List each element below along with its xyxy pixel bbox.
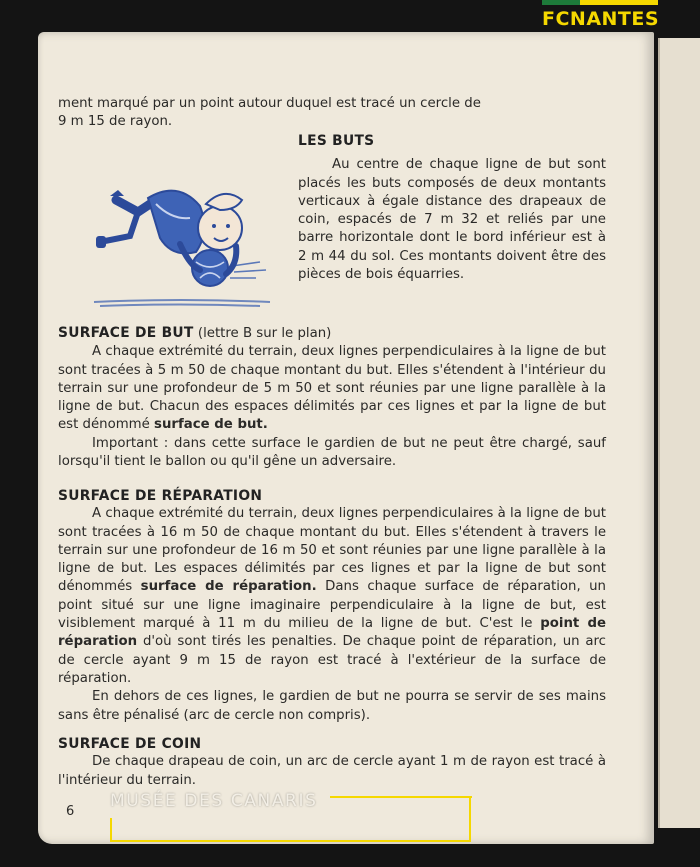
- watermark-frame-bottom: [110, 840, 471, 842]
- goalkeeper-illustration: [60, 140, 290, 310]
- les-buts-section: [298, 132, 606, 284]
- surface-de-coin-paragraph: De chaque drapeau de coin, un arc de cercle ayant 1 m de rayon est tracé à l'intérieur du terrain.: [58, 754, 606, 788]
- watermark-frame-top: [330, 796, 472, 798]
- watermark-frame-left: [110, 818, 112, 842]
- surface-de-but-paragraph-1: A chaque extrémité du terrain, deux lignes perpendiculaires à la ligne de but sont tracées à 5 m 50 de chaque montant du but. Elles s'étendent à l'intérieur du terrain sur une profondeur de 5 m 50 et sont réunies par une ligne parallèle à la ligne de but. Chacun des espaces délimités par ces lignes et par la ligne de but est dénommé surface de but.: [58, 344, 606, 433]
- intro-line-2: 9 m 15 de rayon.: [58, 114, 173, 130]
- intro-line-1: ment marqué par un point autour duquel est tracé un cercle de: [58, 96, 481, 111]
- surface-de-but-paragraph-2: Important : dans cette surface le gardien de but ne peut être chargé, sauf lorsqu'il tient le ballon ou qu'il gêne un adversaire.: [58, 435, 606, 470]
- next-page-edge: [658, 38, 700, 828]
- surface-de-but-note: (lettre B sur le plan): [197, 326, 332, 341]
- surface-de-reparation-heading: SURFACE DE RÉPARATION: [58, 488, 263, 504]
- surface-de-coin-section: [58, 735, 606, 790]
- surface-de-but-term: surface de but.: [154, 417, 268, 433]
- surface-de-reparation-term: surface de réparation.: [140, 579, 317, 595]
- watermark-frame-right: [469, 796, 471, 842]
- musee-des-canaris-watermark: MUSÉE DES CANARIS: [110, 791, 318, 811]
- surface-de-but-heading: SURFACE DE BUT: [58, 325, 194, 341]
- surface-de-coin-heading: SURFACE DE COIN: [58, 736, 202, 752]
- surface-de-reparation-paragraph-1: A chaque extrémité du terrain, deux lignes perpendiculaires à la ligne de but sont tracées à 16 m 50 de chaque montant du but. Elles s'étendent à travers le terrain sur une profondeur de 16 m 50 et sont réunies par une ligne parallèle à la ligne de but. Les espaces délimités par ces lignes et par la ligne de but sont dénommés surface de réparation. Dans chaque surface de réparation, un point situé sur une ligne imaginaire perpendiculaire à la ligne de but, est visiblement marqué à 11 m du milieu de la ligne de but. C'est le point de réparation d'où sont tirés les penalties. De chaque point de réparation, un arc de cercle ayant 9 m 15 de rayon est tracé à l'extérieur de la surface de réparation.: [58, 506, 606, 686]
- surface-de-reparation-section: [58, 487, 606, 725]
- point-de-reparation-term: point de réparation: [58, 616, 606, 650]
- les-buts-text: Au centre de chaque ligne de but sont placés les buts composés de deux montants verticaux à égale distance des drapeaux de coin, espacés de 7 m 32 et reliés par une barre horizontale dont le bord inférieur est à 2 m 44 du sol. Ces montants doivent être des pièces de bois équarries.: [298, 157, 606, 283]
- surface-de-but-heading-line: [58, 324, 606, 343]
- surface-de-reparation-paragraph-2: En dehors de ces lignes, le gardien de but ne pourra se servir de ses mains sans être pénalisé (arc de cercle non compris).: [58, 689, 606, 723]
- les-buts-heading: LES BUTS: [298, 133, 375, 149]
- page-number: 6: [66, 804, 75, 819]
- club-logo-text: FCNANTES: [542, 8, 660, 30]
- intro-paragraph: [58, 95, 606, 132]
- club-color-stripe: [542, 0, 658, 5]
- surface-de-but-section: [58, 324, 606, 471]
